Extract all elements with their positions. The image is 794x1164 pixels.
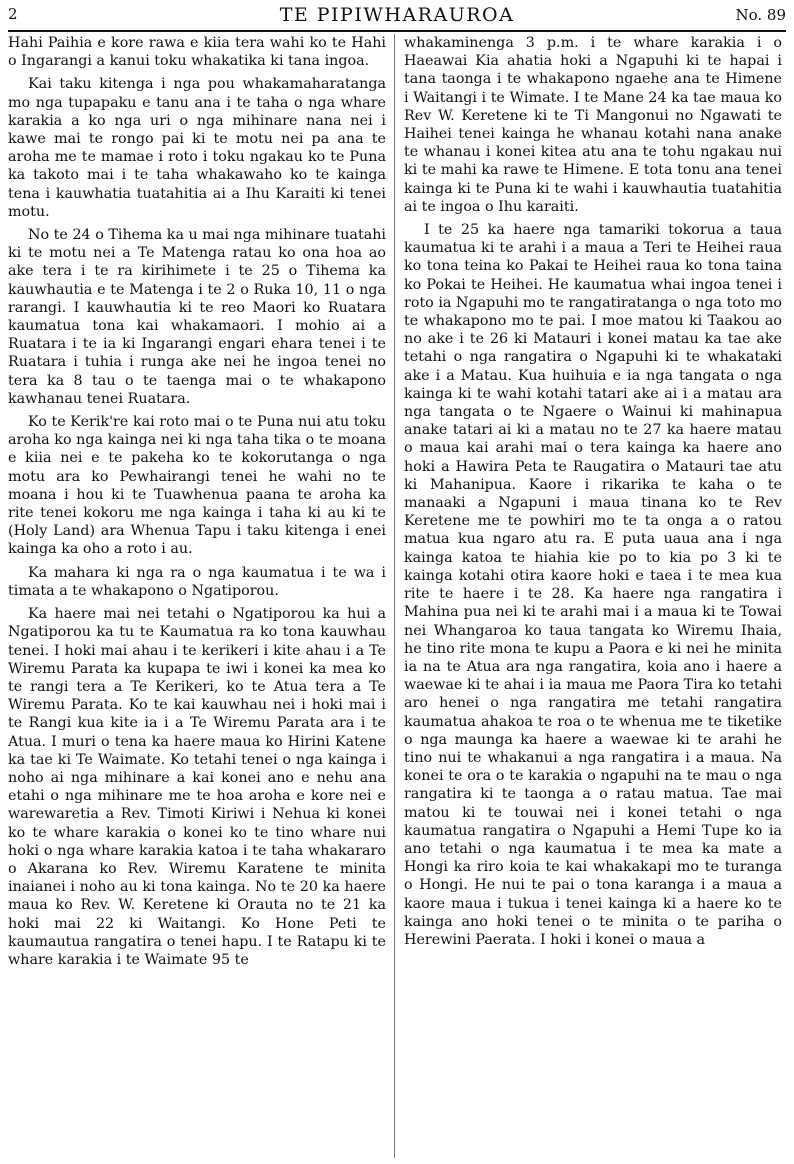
- page-header: [8, 2, 786, 32]
- paragraph: Kai taku kitenga i nga pou whakamaharatanga mo nga tupapaku e tanu ana i te taha o nga whare karakia a ko nga uri o nga mihinare nana nei i kawe mai te rongo pai ki te motu nei pa ana te aroha me te mamae i roto i toku ngakau ko te Puna ka takoto mai i te taha whakawaho ko te kainga tena i kauwhatia tuatahitia ai a Ihu Karaiti ki tenei motu.: [8, 76, 386, 220]
- paragraph: Ka mahara ki nga ra o nga kaumatua i te wa i timata a te whakapono o Ngatiporou.: [8, 564, 386, 599]
- paragraph: No te 24 o Tihema ka u mai nga mihinare tuatahi ki te motu nei a Te Matenga ratau ko ona hoa ao ake tera i te ra kirihimete i te 25 o Tihema ka kauwhautia e te Matenga i te 2 o Ruka 10, 11 o nga rarangi. I kauwhautia ki te reo Maori ko Ruatara kaumatua tona kai whakamaori. I mohio ai a Ruatara i te ia ki Ingarangi engari ehara tenei i te Ruatara i tuhia i runga ake nei he ingoa tenei no tera ka 8 tau o te taenga mai o te whakapono kawhanau tenei Ruatara.: [8, 227, 386, 407]
- paragraph: I te 25 ka haere nga tamariki tokorua a taua kaumatua ki te arahi i a maua a Teri te Heihei raua ko tona teina ko Pakai te Heihei raua ko tona taina ko Pokai te Heihei. He kaumatua whai ingoa tenei i roto ia Ngapuhi mo te rangatiratanga o nga toto mo te whakapono mo te pai. I moe matou ki Taakou ao no ake i te 26 ki Matauri i konei matau ka tae ake tetahi o nga rangatira o Ngapuhi ki te whakataki ake i a Matau. Kua huihuia e ia nga tangata o nga kainga ki te wahi kotahi tatari ake ai i a matau ara nga tangata o te Ngaere o Wainui ki mahinapua anake tatari ai ki a matau no te 27 ka haere matau o maua kai arahi mai o tera kainga ka haere ano hoki a Hawira Peta te Raugatira o Matauri tae atu ki Mahanipua. Kaore i rikarika te kaha o te manaaki a Ngapuni i maua tinana ko te Rev Keretene me te powhiri mo te ta onga a o ratou matua kua ngaro atu ra. E puta uaua ana i nga kainga katoa te hiahia kie po to kia po 3 ki te kainga kotahi otira kaore hoki e taea i te mea kua rite te haere i te 28. Ka haere nga rangatira i Mahina pua nei ki te arahi mai i a maua ki te Towai nei Whangaroa ko taua tangata ko Wiremu Ihaia, he tino rite mona te kupu a Paora e ki nei he minita ia na te Atua ara nga rangatira, koia ano i haere a waewae ki te ahai i ia maua me Paora Tira ko tetahi aro henei o nga rangatira me tetahi rangatira kaumatua ahakoa te roa o te whenua me te tiketike o nga maunga ka haere a waewae ki te arahi he tino nui te whakanui a nga rangatira i a maua. Na konei te ora o te karakia o ngapuhi na te mau o nga rangatira ki te taonga a o ratau matua. Tae mai matou ki te touwai nei i konei tetahi o nga kaumatua rangatira o Ngapuhi a Hemi Tupe ko ia ano tetahi o nga kaumatua i te mea ka mate a Hongi ka riro koia te kai whakakapi mo te turanga o Hongi. He nui te pai o tona karanga i a maua a kaore maua i tukua i tenei kainga ki a haere ko te kainga ano hoki tenei o te minita o te pariha o Herewini Paerata. I hoki i konei o maua a: [404, 222, 782, 948]
- issue-number: No. 89: [735, 6, 786, 24]
- header-rule: [8, 30, 786, 32]
- right-column: [404, 34, 782, 1160]
- column-divider: [394, 34, 395, 1158]
- paragraph: whakaminenga 3 p.m. i te whare karakia i o Haeawai Kia ahatia hoki a Ngapuhi ki te hapai i tana taonga i te whakapono ngaehe ana te Himene i Waitangi i te Wimate. I te Mane 24 ka tae maua ko Rev W. Keretene ki te Ti Mangonui no Ngawati te Haihei tenei kainga he whanau kotahi nana anake te whanau i konei kitea atu ana te tohu ngakau nui ki te mahi ka rawe te Himene. E tota tonu ana tenei kainga ki te Puna ki te wahi i kauwhautia tuatahitia ai te ingoa o Ihu karaiti.: [404, 35, 782, 215]
- page-number: 2: [8, 5, 18, 23]
- left-column: [8, 34, 386, 1160]
- masthead-title: TE PIPIWHARAUROA: [279, 4, 515, 26]
- paragraph: Ko te Kerik're kai roto mai o te Puna nui atu toku aroha ko nga kainga nei ki nga taha tika o te moana e kiia nei e te pakeha ko te kokorutanga o nga motu ara ko Pewhairangi tenei he wahi no te moana i hou ki te Tuawhenua paana te aroha ka rite tenei kokoru me nga kainga i taha ki au ki te (Holy Land) ara Whenua Tapu i taku kitenga i enei kainga ka oho a roto i au.: [8, 414, 386, 558]
- paragraph: Ka haere mai nei tetahi o Ngatiporou ka hui a Ngatiporou ka tu te Kaumatua ra ko tona kauwhau tenei. I hoki mai ahau i te kerikeri i kite ahau i a Te Wiremu Parata ka kupapa te iwi i konei ka mea ko te rangi tera a Te Kerikeri, ko te Atua tera a Te Wiremu Parata. Ko te kai kauwhau nei i hoki mai i te Rangi kua kite ia i a Te Wiremu Parata ara i te Atua. I muri o tena ka haere maua ko Hirini Katene ka tae ki Te Waimate. Ko tetahi tenei o nga kainga i noho ai nga mihinare a kai konei ano e nehu ana etahi o nga mihinare me te hoa aroha e kore nei e warewaretia a Rev. Timoti Kiriwi i Nehua ki konei ko te whare karakia o konei ko te tino whare nui hoki o nga whare karakia katoa i te taha whakararo o Akarana ko Rev. Wiremu Karatene te minita inaianei i noho au ki tona kainga. No te 20 ka haere maua ko Rev. W. Keretene ki Orauta no te 21 ka hoki mai 22 ki Waitangi. Ko Hone Peti te kaumautua rangatira o tenei hapu. I te Ratapu ki te whare karakia i te Waimate 95 te: [8, 606, 386, 968]
- paragraph: Hahi Paihia e kore rawa e kiia tera wahi ko te Hahi o Ingarangi a kanui toku whakatika ki tana ingoa.: [8, 35, 386, 70]
